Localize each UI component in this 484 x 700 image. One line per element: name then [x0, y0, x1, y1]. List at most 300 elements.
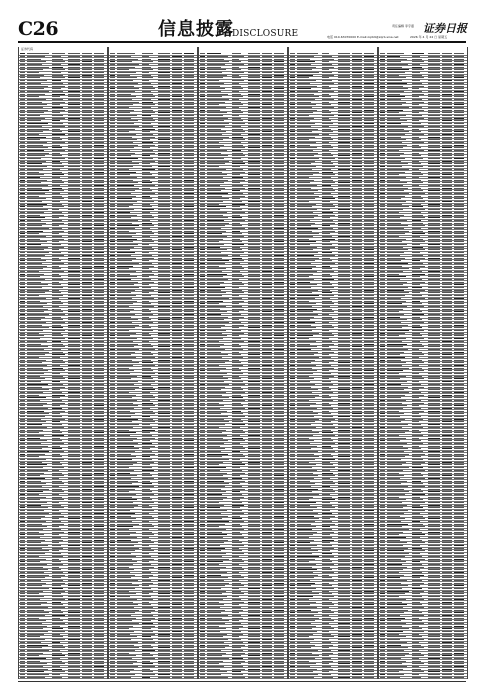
- table-cell: [82, 64, 92, 65]
- table-cell: [142, 64, 149, 65]
- table-cell: [20, 545, 25, 546]
- table-cell: [94, 129, 104, 130]
- table-cell: [172, 198, 182, 199]
- table-cell: [27, 612, 49, 613]
- table-cell: [117, 69, 129, 70]
- table-cell: [158, 260, 170, 261]
- table-cell: [20, 607, 25, 608]
- table-cell: [172, 249, 182, 250]
- table-cell: [68, 610, 80, 611]
- table-cell: [68, 642, 80, 643]
- table-cell: [142, 209, 154, 210]
- table-cell: [158, 198, 170, 199]
- table-cell: [20, 271, 25, 272]
- table-cell: [20, 255, 25, 256]
- table-cell: [117, 172, 136, 173]
- table-cell: [68, 104, 80, 105]
- table-cell: [27, 392, 43, 393]
- table-cell: [110, 252, 115, 253]
- table-cell: [82, 319, 92, 320]
- table-cell: [142, 161, 155, 162]
- table-cell: [68, 653, 80, 654]
- table-cell: [94, 411, 104, 412]
- table-cell: [117, 72, 136, 73]
- table-cell: [158, 282, 170, 283]
- table-cell: [142, 120, 155, 121]
- table-cell: [172, 80, 182, 81]
- table-cell: [158, 69, 170, 70]
- table-cell: [172, 180, 182, 181]
- table-cell: [27, 112, 44, 113]
- table-cell: [27, 411, 44, 412]
- table-cell: [52, 669, 62, 670]
- table-cell: [184, 249, 194, 250]
- table-cell: [142, 228, 150, 229]
- table-cell: [68, 134, 80, 135]
- table-cell: [110, 83, 115, 84]
- table-cell: [27, 575, 49, 576]
- table-cell: [27, 357, 39, 358]
- table-cell: [82, 588, 92, 589]
- table-cell: [52, 268, 61, 269]
- table-cell: [94, 513, 104, 514]
- table-cell: [68, 376, 80, 377]
- table-cell: [172, 263, 182, 264]
- table-cell: [27, 647, 42, 648]
- table-cell: [27, 150, 44, 151]
- table-cell: [82, 564, 92, 565]
- table-cell: [117, 180, 133, 181]
- table-cell: [184, 126, 194, 127]
- table-cell: [184, 204, 194, 205]
- table-cell: [184, 86, 194, 87]
- table-cell: [184, 201, 194, 202]
- table-cell: [94, 80, 104, 81]
- table-cell: [117, 53, 135, 54]
- table-cell: [172, 212, 182, 213]
- table-cell: [110, 193, 115, 194]
- table-cell: [94, 77, 104, 78]
- table-cell: [68, 59, 80, 60]
- table-cell: [68, 75, 80, 76]
- table-cell: [184, 161, 194, 162]
- table-cell: [172, 172, 182, 173]
- table-cell: [68, 405, 80, 406]
- table-cell: [20, 325, 25, 326]
- table-cell: [82, 155, 92, 156]
- table-cell: [20, 249, 25, 250]
- table-cell: [20, 661, 25, 662]
- table-cell: [20, 518, 25, 519]
- table-cell: [68, 185, 80, 186]
- table-cell: [52, 416, 62, 417]
- table-cell: [110, 53, 115, 54]
- table-cell: [68, 284, 80, 285]
- table-cell: [110, 166, 115, 167]
- table-cell: [82, 239, 92, 240]
- table-cell: [20, 491, 25, 492]
- table-cell: [94, 596, 104, 597]
- table-cell: [68, 247, 80, 248]
- table-cell: [158, 131, 170, 132]
- table-cell: [94, 180, 104, 181]
- table-cell: [82, 491, 92, 492]
- table-cell: [52, 663, 65, 664]
- table-cell: [94, 115, 104, 116]
- table-cell: [184, 69, 194, 70]
- table-cell: [52, 174, 64, 175]
- table-cell: [68, 615, 80, 616]
- table-cell: [110, 220, 115, 221]
- table-cell: [110, 120, 115, 121]
- table-cell: [68, 292, 80, 293]
- table-cell: [68, 408, 80, 409]
- table-cell: [52, 266, 59, 267]
- table-cell: [82, 225, 92, 226]
- table-cell: [27, 77, 40, 78]
- table-cell: [52, 639, 65, 640]
- table-cell: [184, 61, 194, 62]
- table-cell: [158, 91, 170, 92]
- table-cell: [142, 69, 153, 70]
- table-cell: [52, 223, 64, 224]
- table-cell: [94, 432, 104, 433]
- table-cell: [52, 473, 62, 474]
- table-cell: [20, 424, 25, 425]
- table-cell: [94, 112, 104, 113]
- table-cell: [184, 80, 194, 81]
- table-cell: [27, 365, 47, 366]
- table-cell: [82, 618, 92, 619]
- table-cell: [82, 268, 92, 269]
- table-cell: [52, 282, 59, 283]
- table-cell: [68, 400, 80, 401]
- table-cell: [94, 120, 104, 121]
- table-cell: [117, 239, 137, 240]
- table-cell: [184, 88, 194, 89]
- table-cell: [52, 454, 60, 455]
- table-cell: [110, 268, 115, 269]
- table-cell: [20, 521, 25, 522]
- table-cell: [27, 435, 44, 436]
- table-cell: [20, 104, 25, 105]
- table-cell: [94, 290, 104, 291]
- table-cell: [82, 223, 92, 224]
- table-cell: [158, 209, 170, 210]
- table-cell: [52, 655, 65, 656]
- table-cell: [27, 661, 40, 662]
- table-cell: [142, 263, 152, 264]
- table-cell: [94, 475, 104, 476]
- table-cell: [20, 80, 25, 81]
- table-cell: [20, 438, 25, 439]
- table-cell: [68, 491, 80, 492]
- table-cell: [27, 464, 47, 465]
- table-cell: [82, 83, 92, 84]
- table-cell: [27, 405, 43, 406]
- section-title: 信息披露: [158, 21, 234, 39]
- table-cell: [172, 96, 182, 97]
- table-cell: [52, 344, 63, 345]
- table-cell: [52, 553, 61, 554]
- table-cell: [158, 150, 170, 151]
- table-cell: [94, 282, 104, 283]
- table-cell: [94, 446, 104, 447]
- table-cell: [52, 134, 65, 135]
- table-cell: [20, 516, 25, 517]
- table-rows: [109, 53, 197, 679]
- table-cell: [20, 110, 25, 111]
- table-cell: [27, 123, 48, 124]
- table-cell: [184, 188, 194, 189]
- table-cell: [27, 258, 41, 259]
- table-cell: [142, 266, 154, 267]
- table-cell: [158, 96, 170, 97]
- table-cell: [52, 107, 63, 108]
- table-cell: [68, 223, 80, 224]
- table-cell: [117, 185, 134, 186]
- table-cell: [27, 284, 48, 285]
- table-cell: [94, 252, 104, 253]
- table-cell: [27, 591, 43, 592]
- table-cell: [142, 231, 152, 232]
- table-cell: [82, 252, 92, 253]
- table-cell: [94, 370, 104, 371]
- table-cell: [52, 475, 64, 476]
- table-cell: [27, 311, 44, 312]
- table-cell: [82, 421, 92, 422]
- table-cell: [20, 596, 25, 597]
- table-cell: [158, 217, 170, 218]
- table-cell: [52, 580, 63, 581]
- table-cell: [117, 204, 133, 205]
- table-cell: [52, 373, 60, 374]
- table-cell: [142, 59, 151, 60]
- table-cell: [94, 583, 104, 584]
- table-cell: [184, 236, 194, 237]
- table-cell: [184, 120, 194, 121]
- table-cell: [117, 56, 131, 57]
- table-cell: [184, 112, 194, 113]
- table-cell: [68, 381, 80, 382]
- table-cell: [158, 255, 170, 256]
- table-cell: [52, 298, 59, 299]
- table-cell: [110, 112, 115, 113]
- table-cell: [142, 188, 150, 189]
- table-cell: [184, 142, 194, 143]
- table-cell: [110, 59, 115, 60]
- table-cell: [20, 91, 25, 92]
- table-cell: [20, 107, 25, 108]
- table-cell: [68, 384, 80, 385]
- table-cell: [20, 561, 25, 562]
- table-cell: [158, 284, 170, 285]
- table-cell: [142, 155, 150, 156]
- table-cell: [68, 639, 80, 640]
- table-cell: [20, 658, 25, 659]
- table-cell: [52, 333, 61, 334]
- table-cell: [20, 94, 25, 95]
- table-cell: [52, 252, 61, 253]
- table-cell: [52, 177, 60, 178]
- table-cell: [68, 188, 80, 189]
- table-cell: [20, 593, 25, 594]
- table-cell: [110, 107, 115, 108]
- table-cell: [82, 255, 92, 256]
- table-cell: [117, 174, 130, 175]
- table-cell: [52, 411, 65, 412]
- table-cell: [68, 518, 80, 519]
- table-cell: [172, 94, 182, 95]
- table-cell: [27, 526, 47, 527]
- table-cell: [20, 161, 25, 162]
- table-cell: [172, 104, 182, 105]
- table-cell: [94, 123, 104, 124]
- table-cell: [27, 177, 40, 178]
- table-cell: [27, 475, 40, 476]
- table-cell: [82, 266, 92, 267]
- table-cell: [20, 618, 25, 619]
- table-cell: [94, 258, 104, 259]
- table-cell: [142, 147, 150, 148]
- table-cell: [172, 274, 182, 275]
- table-cell: [68, 129, 80, 130]
- table-cell: [27, 561, 40, 562]
- table-cell: [184, 215, 194, 216]
- table-cell: [82, 352, 92, 353]
- table-cell: [110, 161, 115, 162]
- table-cell: [82, 575, 92, 576]
- table-cell: [52, 518, 59, 519]
- table-cell: [68, 464, 80, 465]
- table-cell: [52, 532, 64, 533]
- table-cell: [142, 67, 151, 68]
- table-cell: [27, 266, 47, 267]
- table-cell: [94, 102, 104, 103]
- table-cell: [110, 102, 115, 103]
- table-cell: [117, 115, 137, 116]
- table-cell: [94, 322, 104, 323]
- table-cell: [82, 507, 92, 508]
- table-cell: [94, 376, 104, 377]
- table-cell: [94, 534, 104, 535]
- table-cell: [94, 99, 104, 100]
- table-cell: [82, 91, 92, 92]
- table-cell: [68, 344, 80, 345]
- table-cell: [20, 440, 25, 441]
- table-cell: [20, 674, 25, 675]
- table-cell: [117, 233, 136, 234]
- table-cell: [20, 569, 25, 570]
- table-cell: [82, 365, 92, 366]
- table-cell: [142, 145, 155, 146]
- table-cell: [184, 131, 194, 132]
- table-cell: [68, 661, 80, 662]
- table-cell: [184, 180, 194, 181]
- table-cell: [27, 206, 43, 207]
- table-cell: [142, 241, 154, 242]
- table-cell: [20, 526, 25, 527]
- table-cell: [82, 387, 92, 388]
- table-cell: [117, 190, 135, 191]
- table-cell: [142, 284, 149, 285]
- table-cell: [110, 279, 115, 280]
- table-cell: [20, 478, 25, 479]
- table-cell: [110, 271, 115, 272]
- table-cell: [158, 107, 170, 108]
- table-cell: [52, 120, 60, 121]
- table-cell: [20, 217, 25, 218]
- table-cell: [52, 435, 64, 436]
- table-cell: [172, 258, 182, 259]
- table-cell: [27, 252, 49, 253]
- table-cell: [52, 88, 61, 89]
- table-cell: [20, 354, 25, 355]
- table-cell: [52, 341, 61, 342]
- table-cell: [20, 346, 25, 347]
- table-cell: [82, 344, 92, 345]
- table-cell: [117, 282, 138, 283]
- table-cell: [20, 403, 25, 404]
- table-cell: [68, 473, 80, 474]
- table-cell: [52, 556, 63, 557]
- table-cell: [68, 567, 80, 568]
- table-cell: [52, 653, 62, 654]
- table-cell: [20, 567, 25, 568]
- table-cell: [52, 319, 63, 320]
- table-cell: [20, 223, 25, 224]
- table-cell: [82, 666, 92, 667]
- table-cell: [110, 158, 115, 159]
- table-cell: [27, 279, 45, 280]
- table-cell: [20, 550, 25, 551]
- table-cell: [20, 75, 25, 76]
- table-cell: [20, 636, 25, 637]
- table-cell: [20, 435, 25, 436]
- table-cell: [184, 217, 194, 218]
- editor-credit: 责任编辑 李宇嘉: [392, 25, 414, 28]
- table-cell: [52, 645, 63, 646]
- table-cell: [82, 317, 92, 318]
- table-cell: [172, 118, 182, 119]
- table-cell: [184, 174, 194, 175]
- table-cell: [82, 645, 92, 646]
- table-cell: [68, 112, 80, 113]
- table-cell: [68, 311, 80, 312]
- table-cell: [27, 198, 46, 199]
- table-cell: [142, 201, 154, 202]
- table-cell: [94, 91, 104, 92]
- table-cell: [20, 61, 25, 62]
- table-cell: [27, 99, 46, 100]
- table-cell: [68, 107, 80, 108]
- table-cell: [20, 634, 25, 635]
- table-cell: [52, 491, 64, 492]
- table-cell: [94, 325, 104, 326]
- table-cell: [52, 301, 61, 302]
- table-cell: [20, 631, 25, 632]
- table-cell: [94, 145, 104, 146]
- table-cell: [82, 193, 92, 194]
- table-cell: [142, 279, 151, 280]
- table-cell: [68, 91, 80, 92]
- table-cell: [52, 430, 60, 431]
- table-cell: [27, 61, 46, 62]
- table-cell: [184, 104, 194, 105]
- table-cell: [184, 94, 194, 95]
- table-cell: [68, 274, 80, 275]
- table-cell: [172, 75, 182, 76]
